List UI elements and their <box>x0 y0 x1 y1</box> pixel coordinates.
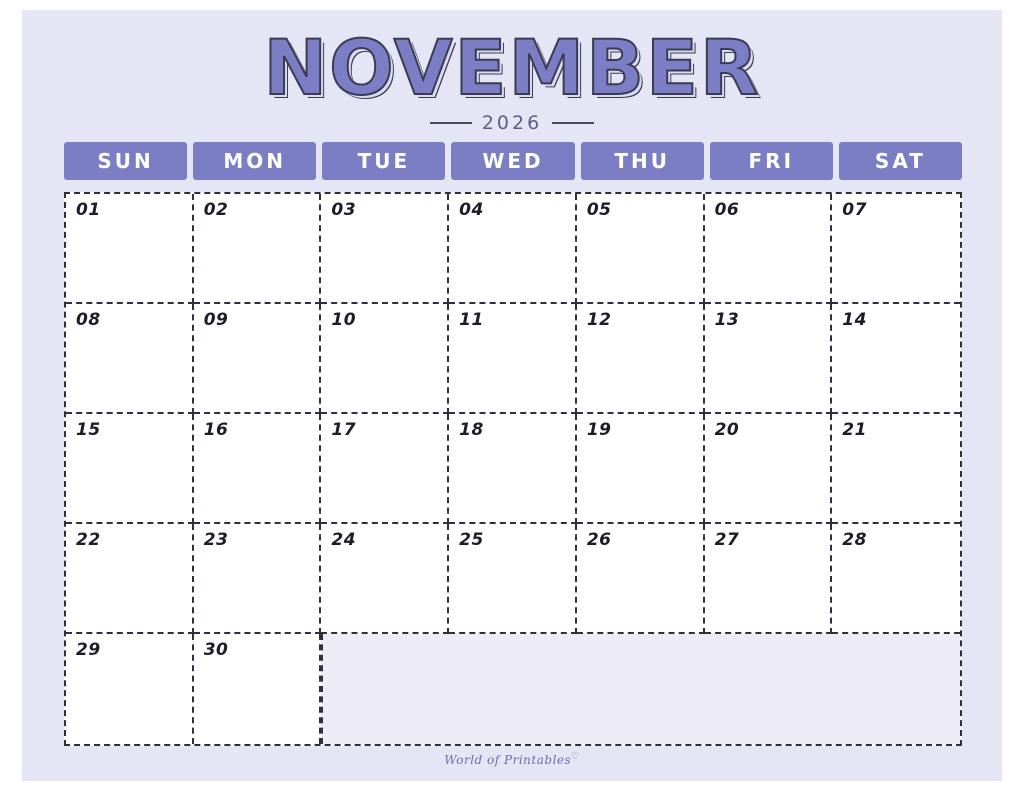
day-cell[interactable] <box>66 524 194 634</box>
day-cell[interactable] <box>577 524 705 634</box>
day-number: 29 <box>76 640 101 660</box>
footer-credit <box>22 752 1002 767</box>
day-cell[interactable] <box>194 634 322 744</box>
heart-icon: ♡ <box>571 752 580 762</box>
day-number: 26 <box>586 530 612 550</box>
day-number: 16 <box>203 420 229 440</box>
empty-cell <box>705 634 833 744</box>
day-cell[interactable] <box>449 414 577 524</box>
day-cell[interactable] <box>705 524 833 634</box>
day-cell[interactable] <box>66 194 194 304</box>
day-cell[interactable] <box>832 414 960 524</box>
day-number: 28 <box>842 530 867 550</box>
day-number: 21 <box>842 420 867 440</box>
year-row <box>22 112 1002 134</box>
day-number: 14 <box>842 310 867 330</box>
weekday-header-mon: MON <box>193 142 316 180</box>
day-number: 10 <box>331 310 357 330</box>
day-number: 23 <box>203 530 229 550</box>
weekday-header-row <box>64 142 962 180</box>
calendar-grid <box>64 192 962 746</box>
month-title: NOVEMBER <box>263 23 761 112</box>
day-number: 24 <box>331 530 357 550</box>
day-number: 06 <box>714 200 740 220</box>
year-dash-right <box>552 122 594 124</box>
day-number: 08 <box>76 310 101 330</box>
day-number: 03 <box>331 200 357 220</box>
title-block <box>22 23 1002 134</box>
day-number: 20 <box>714 420 740 440</box>
day-cell[interactable] <box>66 634 194 744</box>
day-number: 30 <box>203 640 229 660</box>
year-dash-left <box>430 122 472 124</box>
day-cell[interactable] <box>194 524 322 634</box>
day-cell[interactable] <box>577 194 705 304</box>
day-cell[interactable] <box>449 304 577 414</box>
day-number: 11 <box>459 310 484 330</box>
day-number: 13 <box>714 310 740 330</box>
day-number: 09 <box>203 310 229 330</box>
day-number: 15 <box>76 420 101 440</box>
calendar-grid-wrapper <box>64 192 962 746</box>
day-number: 01 <box>76 200 101 220</box>
day-number: 12 <box>586 310 612 330</box>
day-cell[interactable] <box>705 194 833 304</box>
day-cell[interactable] <box>449 524 577 634</box>
weekday-header-tue: TUE <box>322 142 445 180</box>
day-cell[interactable] <box>321 194 449 304</box>
day-number: 22 <box>76 530 101 550</box>
day-cell[interactable] <box>832 524 960 634</box>
day-number: 04 <box>459 200 484 220</box>
day-number: 18 <box>459 420 484 440</box>
day-number: 25 <box>459 530 484 550</box>
day-number: 27 <box>714 530 740 550</box>
weekday-header-sun: SUN <box>64 142 187 180</box>
day-number: 05 <box>586 200 612 220</box>
day-number: 02 <box>203 200 229 220</box>
day-number: 07 <box>842 200 867 220</box>
weekday-header-sat: SAT <box>839 142 962 180</box>
weekday-header-thu: THU <box>581 142 704 180</box>
day-cell[interactable] <box>194 304 322 414</box>
empty-cell <box>449 634 577 744</box>
day-cell[interactable] <box>194 194 322 304</box>
footer-credit-text: World of Printables <box>444 753 572 767</box>
day-cell[interactable] <box>321 304 449 414</box>
year-label: 2026 <box>481 112 543 134</box>
day-cell[interactable] <box>449 194 577 304</box>
day-number: 17 <box>331 420 357 440</box>
day-cell[interactable] <box>577 414 705 524</box>
day-cell[interactable] <box>577 304 705 414</box>
day-cell[interactable] <box>321 524 449 634</box>
empty-cell <box>321 634 449 744</box>
weekday-header-fri: FRI <box>710 142 833 180</box>
empty-cell <box>832 634 960 744</box>
day-cell[interactable] <box>832 304 960 414</box>
weekday-header-wed: WED <box>451 142 574 180</box>
day-cell[interactable] <box>66 414 194 524</box>
empty-cell <box>577 634 705 744</box>
day-cell[interactable] <box>705 304 833 414</box>
day-number: 19 <box>586 420 612 440</box>
day-cell[interactable] <box>66 304 194 414</box>
calendar-sheet <box>22 10 1002 781</box>
day-cell[interactable] <box>832 194 960 304</box>
day-cell[interactable] <box>705 414 833 524</box>
day-cell[interactable] <box>321 414 449 524</box>
day-cell[interactable] <box>194 414 322 524</box>
